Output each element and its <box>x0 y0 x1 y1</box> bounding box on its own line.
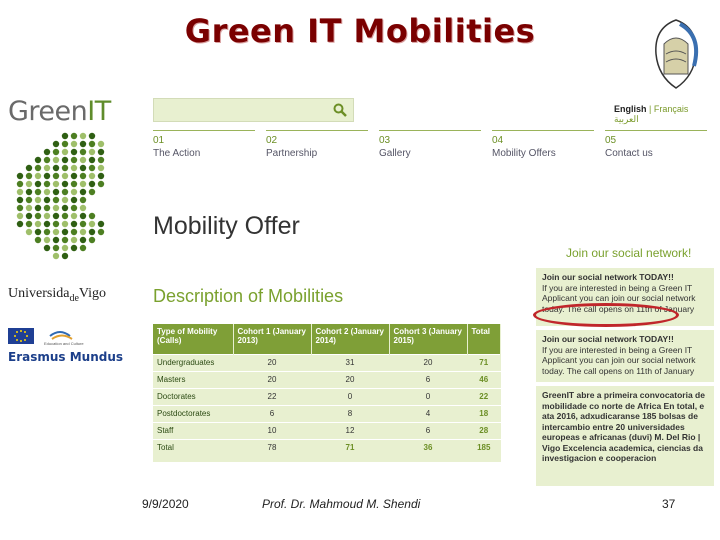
cell-cohort1: 22 <box>233 388 311 405</box>
cell-cohort1: 78 <box>233 439 311 456</box>
logo-dot <box>80 221 86 227</box>
logo-dot <box>35 237 41 243</box>
logo-dot <box>44 165 50 171</box>
logo-dot <box>44 221 50 227</box>
logo-dot <box>62 165 68 171</box>
logo-dot <box>80 205 86 211</box>
nav-item-the-action[interactable]: 01 The Action <box>153 130 255 159</box>
greenit-dots-graphic <box>6 132 111 260</box>
logo-dot <box>71 245 77 251</box>
logo-dot <box>44 197 50 203</box>
logo-dot <box>98 165 104 171</box>
col-header-cohort1: Cohort 1 (January 2013) <box>233 324 311 354</box>
erasmus-mundus-logo: Erasmus Mundus <box>8 350 124 364</box>
news-item-title: Join our social network TODAY!! <box>542 334 674 344</box>
logo-dot <box>71 165 77 171</box>
logo-dot <box>62 141 68 147</box>
logo-dot <box>62 205 68 211</box>
slide-title: Green IT Mobilities <box>184 12 536 50</box>
logo-dot <box>80 141 86 147</box>
nav-item-contact-us[interactable]: 05 Contact us <box>605 130 707 159</box>
logo-dot <box>53 221 59 227</box>
logo-dot <box>44 173 50 179</box>
logo-dot <box>71 133 77 139</box>
logo-dot <box>17 197 23 203</box>
logo-dot <box>80 173 86 179</box>
logo-dot <box>53 253 59 259</box>
logo-dot <box>35 229 41 235</box>
logo-dot <box>89 149 95 155</box>
logo-dot <box>71 141 77 147</box>
logo-dot <box>53 173 59 179</box>
logo-dot <box>71 197 77 203</box>
logo-dot <box>80 237 86 243</box>
logo-dot <box>71 149 77 155</box>
section-heading: Description of Mobilities <box>153 286 344 306</box>
cell-cohort3: 6 <box>389 422 467 439</box>
table-row <box>153 371 501 388</box>
logo-dot <box>26 221 32 227</box>
logo-dot <box>80 157 86 163</box>
logo-dot <box>62 253 68 259</box>
logo-dot <box>35 197 41 203</box>
logo-dot <box>89 229 95 235</box>
logo-dot <box>98 149 104 155</box>
nav-item-mobility-offers[interactable]: 04 Mobility Offers <box>492 130 594 159</box>
logo-dot <box>62 149 68 155</box>
logo-dot <box>62 213 68 219</box>
universidade-vigo-logo: Universida$_{de}$Vigo <box>8 286 107 304</box>
logo-dot <box>17 213 23 219</box>
logo-dot <box>35 221 41 227</box>
logo-dot <box>44 229 50 235</box>
logo-dot <box>89 181 95 187</box>
logo-dot <box>53 197 59 203</box>
footer-date: 9/9/2020 <box>142 497 189 511</box>
logo-dot <box>62 157 68 163</box>
footer-author: Prof. Dr. Mahmoud M. Shendi <box>262 497 421 511</box>
logo-dot <box>44 237 50 243</box>
logo-dot <box>89 221 95 227</box>
table-row <box>153 405 501 422</box>
logo-dot <box>98 181 104 187</box>
nav-item-gallery[interactable]: 03 Gallery <box>379 130 481 159</box>
footer-page-number: 37 <box>662 497 676 511</box>
logo-dot <box>35 173 41 179</box>
logo-dot <box>53 141 59 147</box>
logo-dot <box>98 141 104 147</box>
col-header-cohort3: Cohort 3 (January 2015) <box>389 324 467 354</box>
cell-cohort1: 20 <box>233 371 311 388</box>
logo-dot <box>89 141 95 147</box>
mobility-table <box>153 324 501 462</box>
cell-total: 18 <box>467 405 501 422</box>
logo-dot <box>62 245 68 251</box>
logo-dot <box>71 237 77 243</box>
logo-dot <box>98 221 104 227</box>
logo-dot <box>35 189 41 195</box>
cell-type: Undergraduates <box>153 354 233 371</box>
university-seal-logo <box>636 14 716 94</box>
logo-dot <box>71 221 77 227</box>
social-network-title[interactable]: Join our social network! <box>566 246 692 260</box>
cell-type: Postdoctorates <box>153 405 233 422</box>
logo-dot <box>17 189 23 195</box>
cell-cohort3: 20 <box>389 354 467 371</box>
table-row <box>153 354 501 371</box>
logo-dot <box>71 229 77 235</box>
logo-dot <box>26 181 32 187</box>
cell-cohort3: 36 <box>389 439 467 456</box>
social-news-item[interactable] <box>536 330 714 382</box>
cell-type: Masters <box>153 371 233 388</box>
logo-dot <box>71 213 77 219</box>
logo-dot <box>44 149 50 155</box>
logo-dot <box>62 229 68 235</box>
logo-dot <box>17 173 23 179</box>
logo-dot <box>89 133 95 139</box>
cell-cohort3: 0 <box>389 388 467 405</box>
cell-type: Staff <box>153 422 233 439</box>
logo-dot <box>71 181 77 187</box>
logo-dot <box>98 173 104 179</box>
logo-dot <box>53 189 59 195</box>
logo-dot <box>35 181 41 187</box>
logo-dot <box>80 149 86 155</box>
logo-dot <box>62 181 68 187</box>
logo-dot <box>44 157 50 163</box>
cell-total: 71 <box>467 354 501 371</box>
logo-dot <box>53 237 59 243</box>
search-icon[interactable] <box>333 103 347 117</box>
logo-dot <box>53 213 59 219</box>
table-row <box>153 422 501 439</box>
logo-dot <box>53 165 59 171</box>
cell-cohort2: 8 <box>311 405 389 422</box>
logo-dot <box>89 213 95 219</box>
logo-dot <box>26 189 32 195</box>
logo-dot <box>26 213 32 219</box>
cell-cohort3: 6 <box>389 371 467 388</box>
news-item-greenit-call[interactable] <box>536 386 714 486</box>
logo-dot <box>26 205 32 211</box>
logo-dot <box>26 165 32 171</box>
cell-total: 22 <box>467 388 501 405</box>
news-item-title: Join our social network TODAY!! <box>542 272 674 282</box>
logo-dot <box>44 189 50 195</box>
cell-cohort2: 20 <box>311 371 389 388</box>
logo-dot <box>62 189 68 195</box>
logo-dot <box>80 181 86 187</box>
logo-dot <box>53 149 59 155</box>
logo-dot <box>71 157 77 163</box>
cell-cohort1: 6 <box>233 405 311 422</box>
logo-dot <box>44 245 50 251</box>
logo-dot <box>62 197 68 203</box>
logo-dot <box>80 133 86 139</box>
logo-dot <box>35 213 41 219</box>
eu-education-culture-logo <box>8 326 108 346</box>
logo-dot <box>62 237 68 243</box>
cell-type: Total <box>153 439 233 456</box>
table-row <box>153 388 501 405</box>
logo-dot <box>44 213 50 219</box>
logo-dot <box>17 181 23 187</box>
logo-dot <box>71 189 77 195</box>
language-switcher: English | Français العربية <box>614 104 689 124</box>
eu-caption: Education and Culture <box>44 341 84 346</box>
logo-dot <box>80 189 86 195</box>
logo-dot <box>53 245 59 251</box>
logo-dot <box>53 205 59 211</box>
logo-dot <box>53 181 59 187</box>
greenit-logo: GreenIT <box>8 96 111 127</box>
logo-dot <box>80 245 86 251</box>
col-header-cohort2: Cohort 2 (January 2014) <box>311 324 389 354</box>
logo-dot <box>35 157 41 163</box>
cell-cohort1: 10 <box>233 422 311 439</box>
logo-dot <box>80 165 86 171</box>
cell-cohort2: 12 <box>311 422 389 439</box>
cell-cohort3: 4 <box>389 405 467 422</box>
logo-dot <box>35 205 41 211</box>
highlight-oval <box>533 303 679 327</box>
logo-dot <box>44 181 50 187</box>
logo-dot <box>53 229 59 235</box>
logo-dot <box>98 157 104 163</box>
logo-dot <box>71 173 77 179</box>
news-item-body: If you are interested in being a Green IT Applicant you can join our social network today. The call opens on 11th of January <box>542 344 696 376</box>
logo-dot <box>89 189 95 195</box>
logo-dot <box>89 157 95 163</box>
logo-dot <box>26 197 32 203</box>
cell-total: 28 <box>467 422 501 439</box>
logo-dot <box>98 229 104 235</box>
logo-dot <box>35 165 41 171</box>
logo-dot <box>26 173 32 179</box>
col-header-type: Type of Mobility (Calls) <box>153 324 233 354</box>
logo-dot <box>62 133 68 139</box>
logo-dot <box>26 229 32 235</box>
logo-dot <box>80 197 86 203</box>
cell-total: 46 <box>467 371 501 388</box>
cell-cohort2: 71 <box>311 439 389 456</box>
logo-dot <box>89 237 95 243</box>
cell-cohort2: 31 <box>311 354 389 371</box>
logo-dot <box>17 221 23 227</box>
table-header-row <box>153 324 501 354</box>
cell-cohort2: 0 <box>311 388 389 405</box>
lang-french[interactable]: Français <box>653 104 689 114</box>
logo-dot <box>62 221 68 227</box>
col-header-total: Total <box>467 324 501 354</box>
lang-english[interactable]: English <box>614 104 647 114</box>
nav-item-partnership[interactable]: 02 Partnership <box>266 130 368 159</box>
logo-dot <box>53 157 59 163</box>
news-item-body: If you are interested in being a Green IT Applicant you can join our social network today. The call opens on 11th of January <box>542 282 696 314</box>
logo-dot <box>44 205 50 211</box>
cell-total: 185 <box>467 439 501 456</box>
logo-dot <box>89 173 95 179</box>
page-heading: Mobility Offer <box>153 212 300 240</box>
logo-dot <box>80 213 86 219</box>
search-input[interactable] <box>153 98 354 122</box>
logo-dot <box>80 229 86 235</box>
lang-arabic[interactable]: العربية <box>614 114 639 124</box>
logo-dot <box>62 173 68 179</box>
cell-cohort1: 20 <box>233 354 311 371</box>
logo-dot <box>71 205 77 211</box>
table-row <box>153 439 501 456</box>
website-screenshot <box>150 96 715 491</box>
news-item-body: GreenIT abre a primeira convocatoria de mobilidade co norte de Africa En total, e ata 2016, adxudicaranse 185 bolsas de intercambio entre 20 universidades europeas e africanas (duvi) M. Del Rio | Vigo Excelencia academica, ciencias da investigacion e cooperacion <box>542 390 705 463</box>
main-nav <box>153 130 713 170</box>
cell-type: Doctorates <box>153 388 233 405</box>
logo-dot <box>17 205 23 211</box>
logo-dot <box>89 165 95 171</box>
